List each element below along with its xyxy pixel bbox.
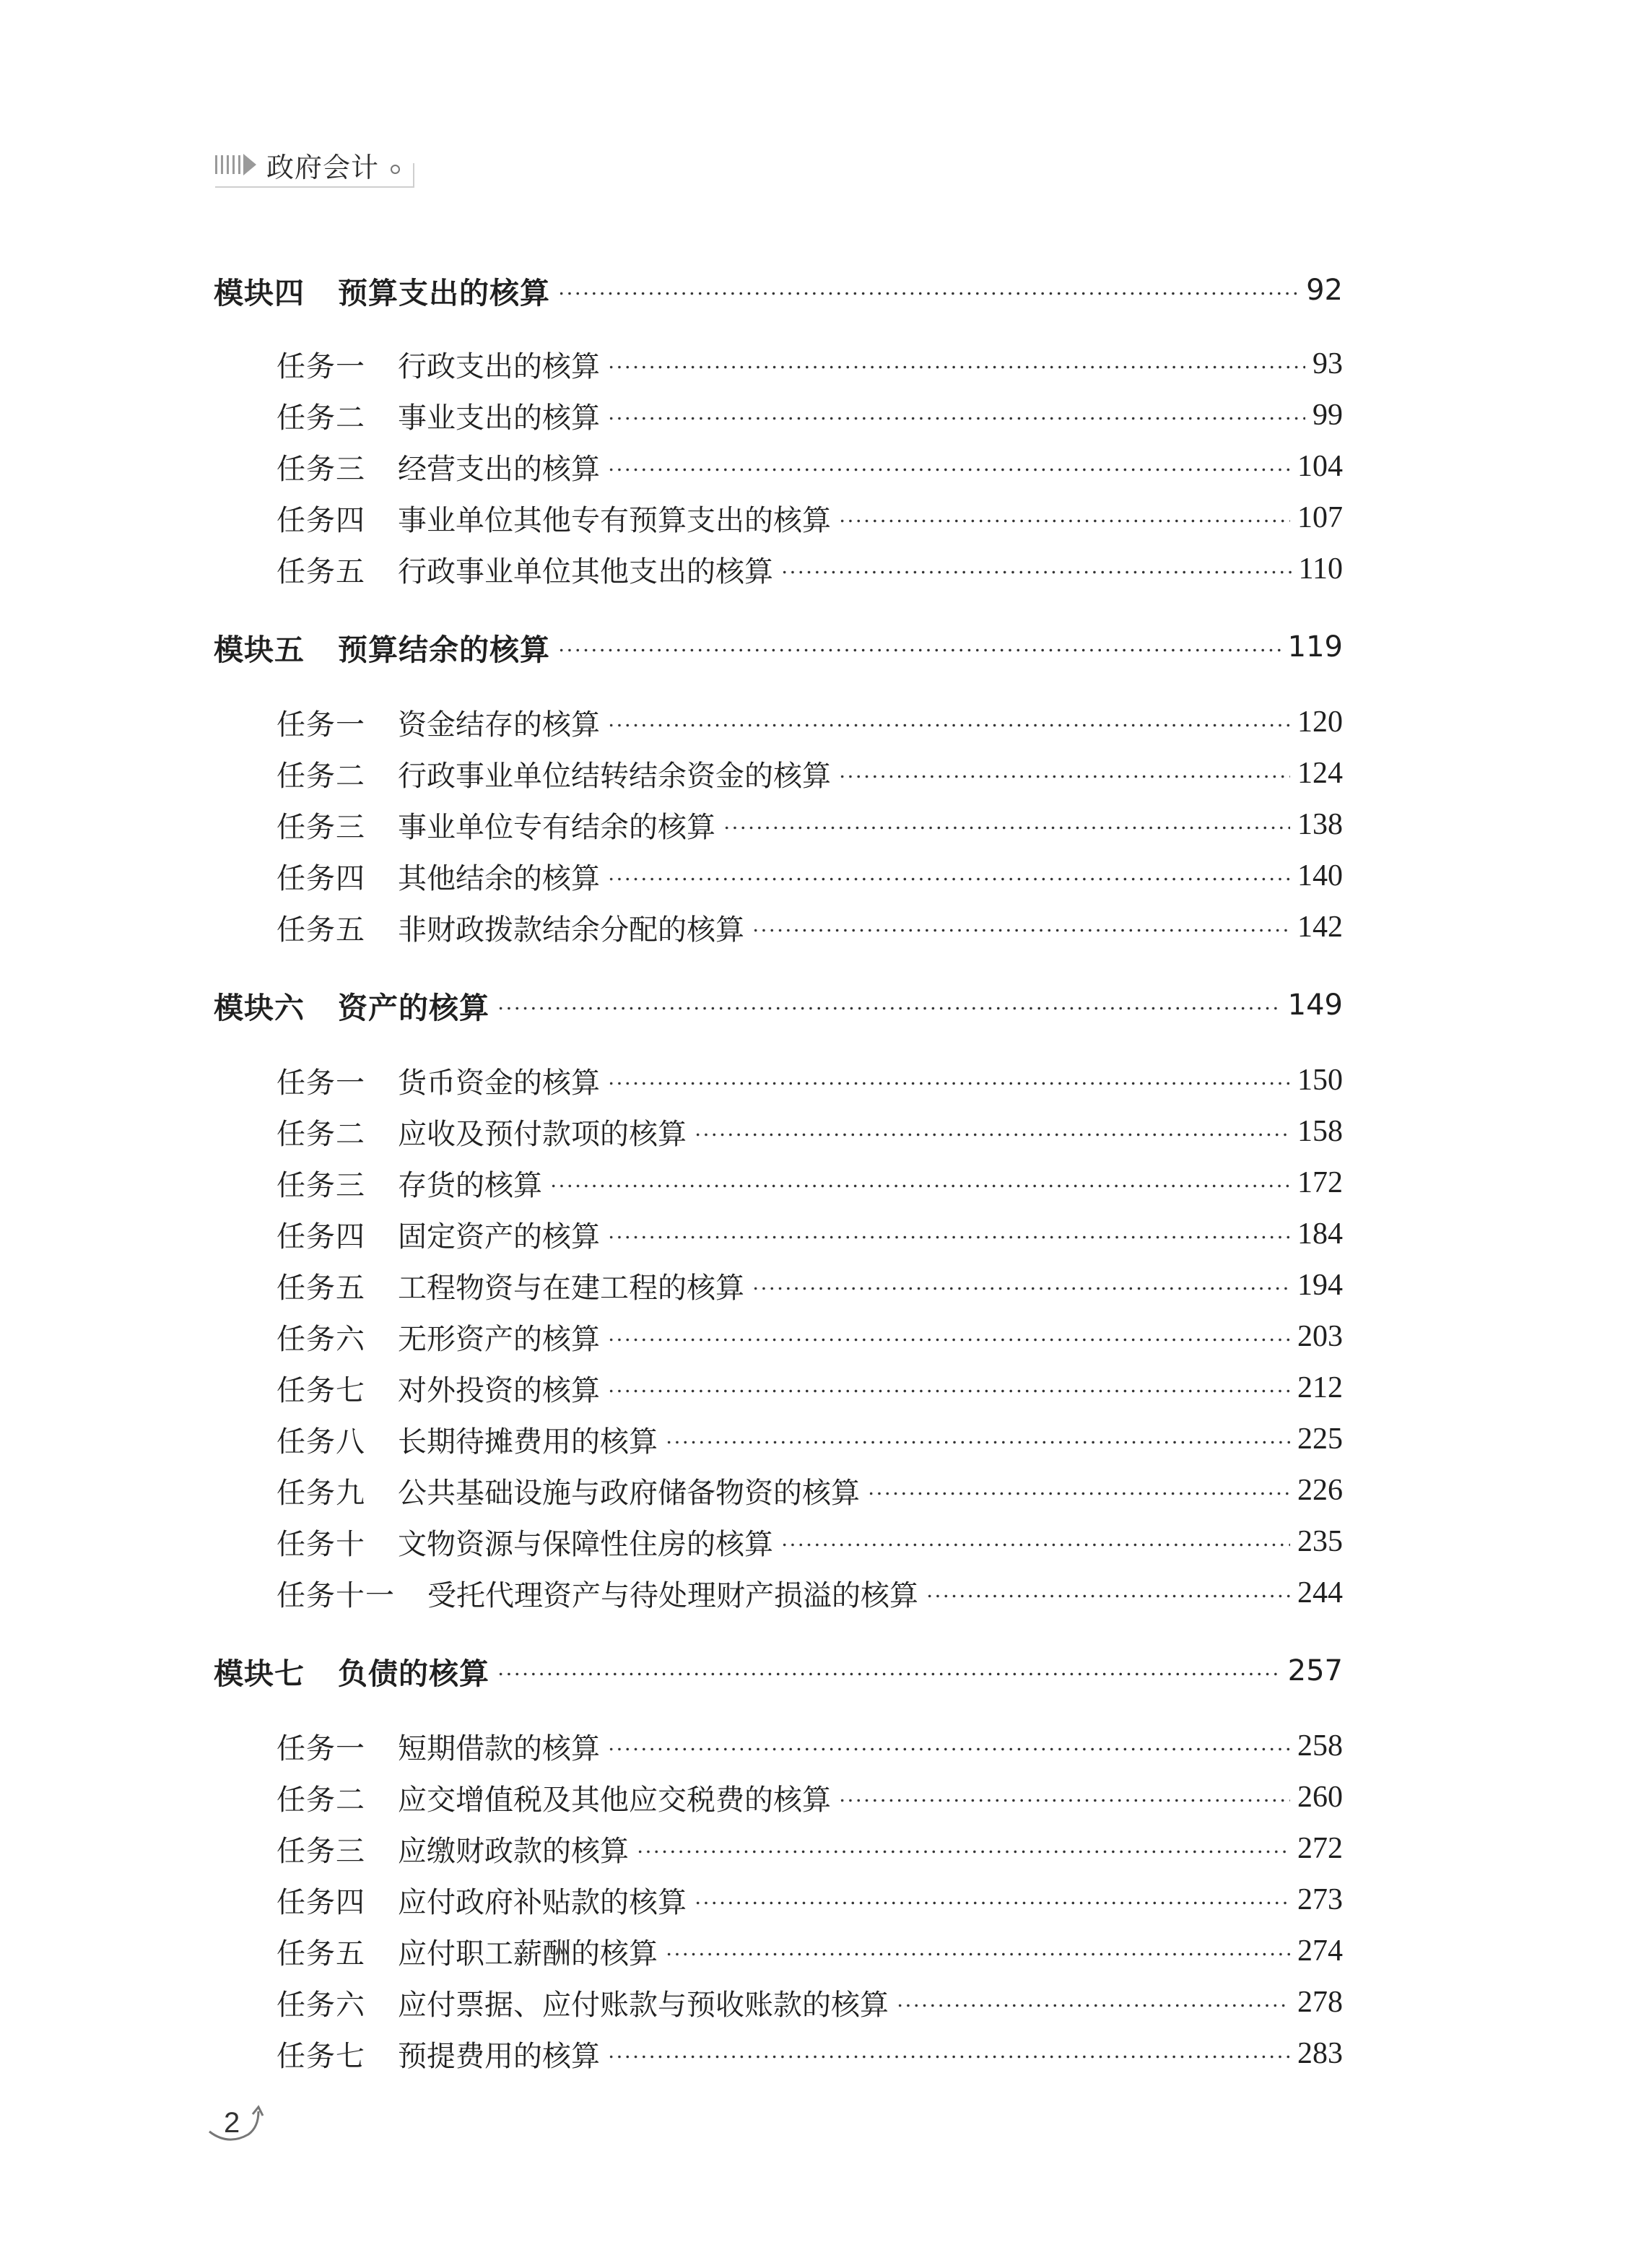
- module-title: 预算结余的核算: [338, 632, 550, 667]
- toc-task[interactable]: [277, 752, 1343, 795]
- module-number: 模块五: [214, 632, 305, 667]
- dot-leader: [557, 648, 1281, 652]
- dot-leader: [752, 1287, 1290, 1290]
- toc-task[interactable]: [277, 1827, 1343, 1870]
- dot-leader: [780, 1543, 1290, 1547]
- dot-leader: [607, 2055, 1290, 2059]
- task-title: 应缴财政款的核算: [398, 1834, 629, 1868]
- dot-leader: [607, 365, 1305, 369]
- toc-module[interactable]: [214, 983, 1343, 1027]
- toc-module[interactable]: [214, 1649, 1343, 1693]
- toc-task[interactable]: [277, 1776, 1343, 1819]
- task-page: 260: [1297, 1781, 1343, 1814]
- dot-leader: [497, 1672, 1281, 1676]
- dot-leader: [607, 1389, 1290, 1393]
- page-swoosh-icon: [206, 2094, 271, 2145]
- toc-task[interactable]: [277, 1161, 1343, 1204]
- task-title: 应付票据、应付账款与预收账款的核算: [398, 1988, 889, 2022]
- task-title: 无形资产的核算: [398, 1322, 600, 1356]
- task-number: 任务一: [277, 349, 365, 383]
- task-title: 行政支出的核算: [398, 349, 600, 383]
- dot-leader: [607, 468, 1290, 472]
- task-title: 行政事业单位其他支出的核算: [398, 555, 773, 588]
- task-title: 公共基础设施与政府储备物资的核算: [398, 1476, 860, 1510]
- header-dot-icon: [391, 165, 400, 174]
- task-title: 非财政拨款结余分配的核算: [398, 913, 744, 947]
- page-number: 2: [224, 2107, 240, 2139]
- task-number: 任务三: [277, 810, 365, 844]
- task-page: 172: [1297, 1166, 1343, 1199]
- dot-leader: [838, 519, 1290, 523]
- toc-task[interactable]: [277, 1264, 1343, 1307]
- dot-leader: [926, 1594, 1290, 1598]
- module-page: 257: [1287, 1654, 1343, 1687]
- toc-module[interactable]: [214, 625, 1343, 669]
- task-number: 任务一: [277, 1066, 365, 1100]
- task-number: 任务六: [277, 1322, 365, 1356]
- header-bars-ornament: [215, 155, 240, 174]
- dot-leader: [497, 1007, 1281, 1010]
- toc-task[interactable]: [277, 2032, 1343, 2075]
- task-title: 受托代理资产与待处理财产损溢的核算: [427, 1578, 918, 1612]
- task-number: 任务四: [277, 503, 365, 537]
- task-title: 文物资源与保障性住房的核算: [398, 1527, 773, 1561]
- module-number: 模块七: [214, 1656, 305, 1691]
- dot-leader: [867, 1492, 1290, 1495]
- toc-task[interactable]: [277, 1212, 1343, 1256]
- task-page: 150: [1297, 1064, 1343, 1097]
- task-page: 142: [1297, 911, 1343, 944]
- task-page: 158: [1297, 1115, 1343, 1148]
- toc-task[interactable]: [277, 1417, 1343, 1461]
- task-title: 应交增值税及其他应交税费的核算: [398, 1783, 831, 1817]
- task-number: 任务三: [277, 452, 365, 486]
- dot-leader: [665, 1952, 1290, 1956]
- toc-task[interactable]: [277, 547, 1343, 591]
- task-number: 任务二: [277, 759, 365, 793]
- toc-task[interactable]: [277, 803, 1343, 846]
- dot-leader: [694, 1901, 1290, 1905]
- dot-leader: [752, 929, 1290, 932]
- dot-leader: [838, 1799, 1290, 1802]
- toc-task[interactable]: [277, 1724, 1343, 1768]
- task-page: 99: [1313, 399, 1343, 432]
- task-title: 应收及预付款项的核算: [398, 1117, 687, 1151]
- toc-task[interactable]: [277, 1059, 1343, 1102]
- dot-leader: [694, 1133, 1290, 1137]
- task-page: 258: [1297, 1729, 1343, 1763]
- task-number: 任务七: [277, 1373, 365, 1407]
- task-title: 存货的核算: [398, 1168, 542, 1202]
- task-number: 任务五: [277, 1937, 365, 1971]
- header-underline: [215, 186, 414, 188]
- task-number: 任务七: [277, 2039, 365, 2073]
- toc-task[interactable]: [277, 445, 1343, 488]
- task-title: 事业支出的核算: [398, 401, 600, 435]
- task-page: 225: [1297, 1422, 1343, 1456]
- task-number: 任务五: [277, 913, 365, 947]
- task-page: 110: [1298, 552, 1343, 586]
- task-title: 对外投资的核算: [398, 1373, 600, 1407]
- task-page: 140: [1297, 859, 1343, 892]
- task-number: 任务九: [277, 1476, 365, 1510]
- toc-task[interactable]: [277, 1366, 1343, 1409]
- module-title: 负债的核算: [338, 1656, 489, 1691]
- dot-leader: [607, 1338, 1290, 1342]
- toc-task[interactable]: [277, 496, 1343, 539]
- task-title: 经营支出的核算: [398, 452, 600, 486]
- task-number: 任务十一: [277, 1578, 395, 1612]
- toc-task[interactable]: [277, 1520, 1343, 1563]
- module-number: 模块四: [214, 275, 305, 310]
- task-title: 事业单位专有结余的核算: [398, 810, 715, 844]
- task-number: 任务四: [277, 1885, 365, 1919]
- book-title: 政府会计: [266, 151, 380, 183]
- task-page: 278: [1297, 1986, 1343, 2019]
- task-page: 93: [1313, 347, 1343, 381]
- task-page: 184: [1297, 1217, 1343, 1251]
- module-page: 149: [1287, 989, 1343, 1022]
- toc-task[interactable]: [277, 1315, 1343, 1358]
- task-number: 任务四: [277, 1220, 365, 1254]
- header-tick: [413, 163, 414, 188]
- task-title: 事业单位其他专有预算支出的核算: [398, 503, 831, 537]
- task-number: 任务二: [277, 401, 365, 435]
- dot-leader: [665, 1441, 1290, 1444]
- task-page: 244: [1297, 1576, 1343, 1609]
- task-page: 203: [1297, 1320, 1343, 1353]
- task-number: 任务五: [277, 1271, 365, 1305]
- task-number: 任务五: [277, 555, 365, 588]
- task-number: 任务八: [277, 1425, 365, 1459]
- toc-task[interactable]: [277, 1929, 1343, 1973]
- dot-leader: [723, 826, 1290, 830]
- module-title: 资产的核算: [338, 990, 489, 1025]
- task-title: 其他结余的核算: [398, 861, 600, 895]
- task-page: 138: [1297, 808, 1343, 841]
- toc-task[interactable]: [277, 1469, 1343, 1512]
- dot-leader: [636, 1850, 1290, 1854]
- toc-task[interactable]: [277, 342, 1343, 386]
- task-title: 应付职工薪酬的核算: [398, 1937, 658, 1971]
- module-page: 119: [1287, 630, 1343, 664]
- task-number: 任务六: [277, 1988, 365, 2022]
- task-number: 任务三: [277, 1834, 365, 1868]
- module-title: 预算支出的核算: [338, 275, 550, 310]
- task-page: 120: [1297, 705, 1343, 739]
- dot-leader: [838, 775, 1290, 778]
- toc-task[interactable]: [277, 854, 1343, 898]
- task-page: 107: [1297, 501, 1343, 534]
- task-page: 194: [1297, 1269, 1343, 1302]
- task-page: 274: [1297, 1934, 1343, 1968]
- dot-leader: [557, 292, 1299, 295]
- task-title: 预提费用的核算: [398, 2039, 600, 2073]
- task-title: 货币资金的核算: [398, 1066, 600, 1100]
- task-title: 工程物资与在建工程的核算: [398, 1271, 744, 1305]
- toc-task[interactable]: [277, 1571, 1343, 1615]
- dot-leader: [607, 724, 1290, 727]
- task-title: 长期待摊费用的核算: [398, 1425, 658, 1459]
- task-title: 资金结存的核算: [398, 708, 600, 742]
- task-number: 任务四: [277, 861, 365, 895]
- dot-leader: [896, 2004, 1290, 2007]
- toc-task[interactable]: [277, 394, 1343, 437]
- toc-task[interactable]: [277, 1878, 1343, 1921]
- dot-leader: [607, 877, 1290, 881]
- dot-leader: [607, 417, 1305, 420]
- task-page: 104: [1297, 450, 1343, 483]
- task-title: 短期借款的核算: [398, 1732, 600, 1765]
- toc-module[interactable]: [214, 269, 1343, 312]
- task-page: 124: [1297, 757, 1343, 790]
- task-number: 任务一: [277, 1732, 365, 1765]
- task-title: 固定资产的核算: [398, 1220, 600, 1254]
- dot-leader: [607, 1235, 1290, 1239]
- task-title: 行政事业单位结转结余资金的核算: [398, 759, 831, 793]
- dot-leader: [607, 1082, 1290, 1085]
- header-arrow-icon: [243, 154, 256, 175]
- task-page: 235: [1297, 1525, 1343, 1558]
- toc-task[interactable]: [277, 700, 1343, 744]
- toc-task[interactable]: [277, 905, 1343, 949]
- module-page: 92: [1306, 274, 1343, 307]
- task-page: 272: [1297, 1832, 1343, 1865]
- task-number: 任务二: [277, 1117, 365, 1151]
- dot-leader: [780, 570, 1292, 574]
- module-number: 模块六: [214, 990, 305, 1025]
- toc-task[interactable]: [277, 1981, 1343, 2024]
- task-title: 应付政府补贴款的核算: [398, 1885, 687, 1919]
- dot-leader: [549, 1184, 1290, 1188]
- task-number: 任务二: [277, 1783, 365, 1817]
- task-number: 任务十: [277, 1527, 365, 1561]
- task-page: 212: [1297, 1371, 1343, 1404]
- dot-leader: [607, 1747, 1290, 1751]
- toc-task[interactable]: [277, 1110, 1343, 1153]
- task-page: 283: [1297, 2037, 1343, 2070]
- task-number: 任务一: [277, 708, 365, 742]
- task-page: 226: [1297, 1474, 1343, 1507]
- task-number: 任务三: [277, 1168, 365, 1202]
- running-header: [215, 142, 400, 188]
- task-page: 273: [1297, 1883, 1343, 1916]
